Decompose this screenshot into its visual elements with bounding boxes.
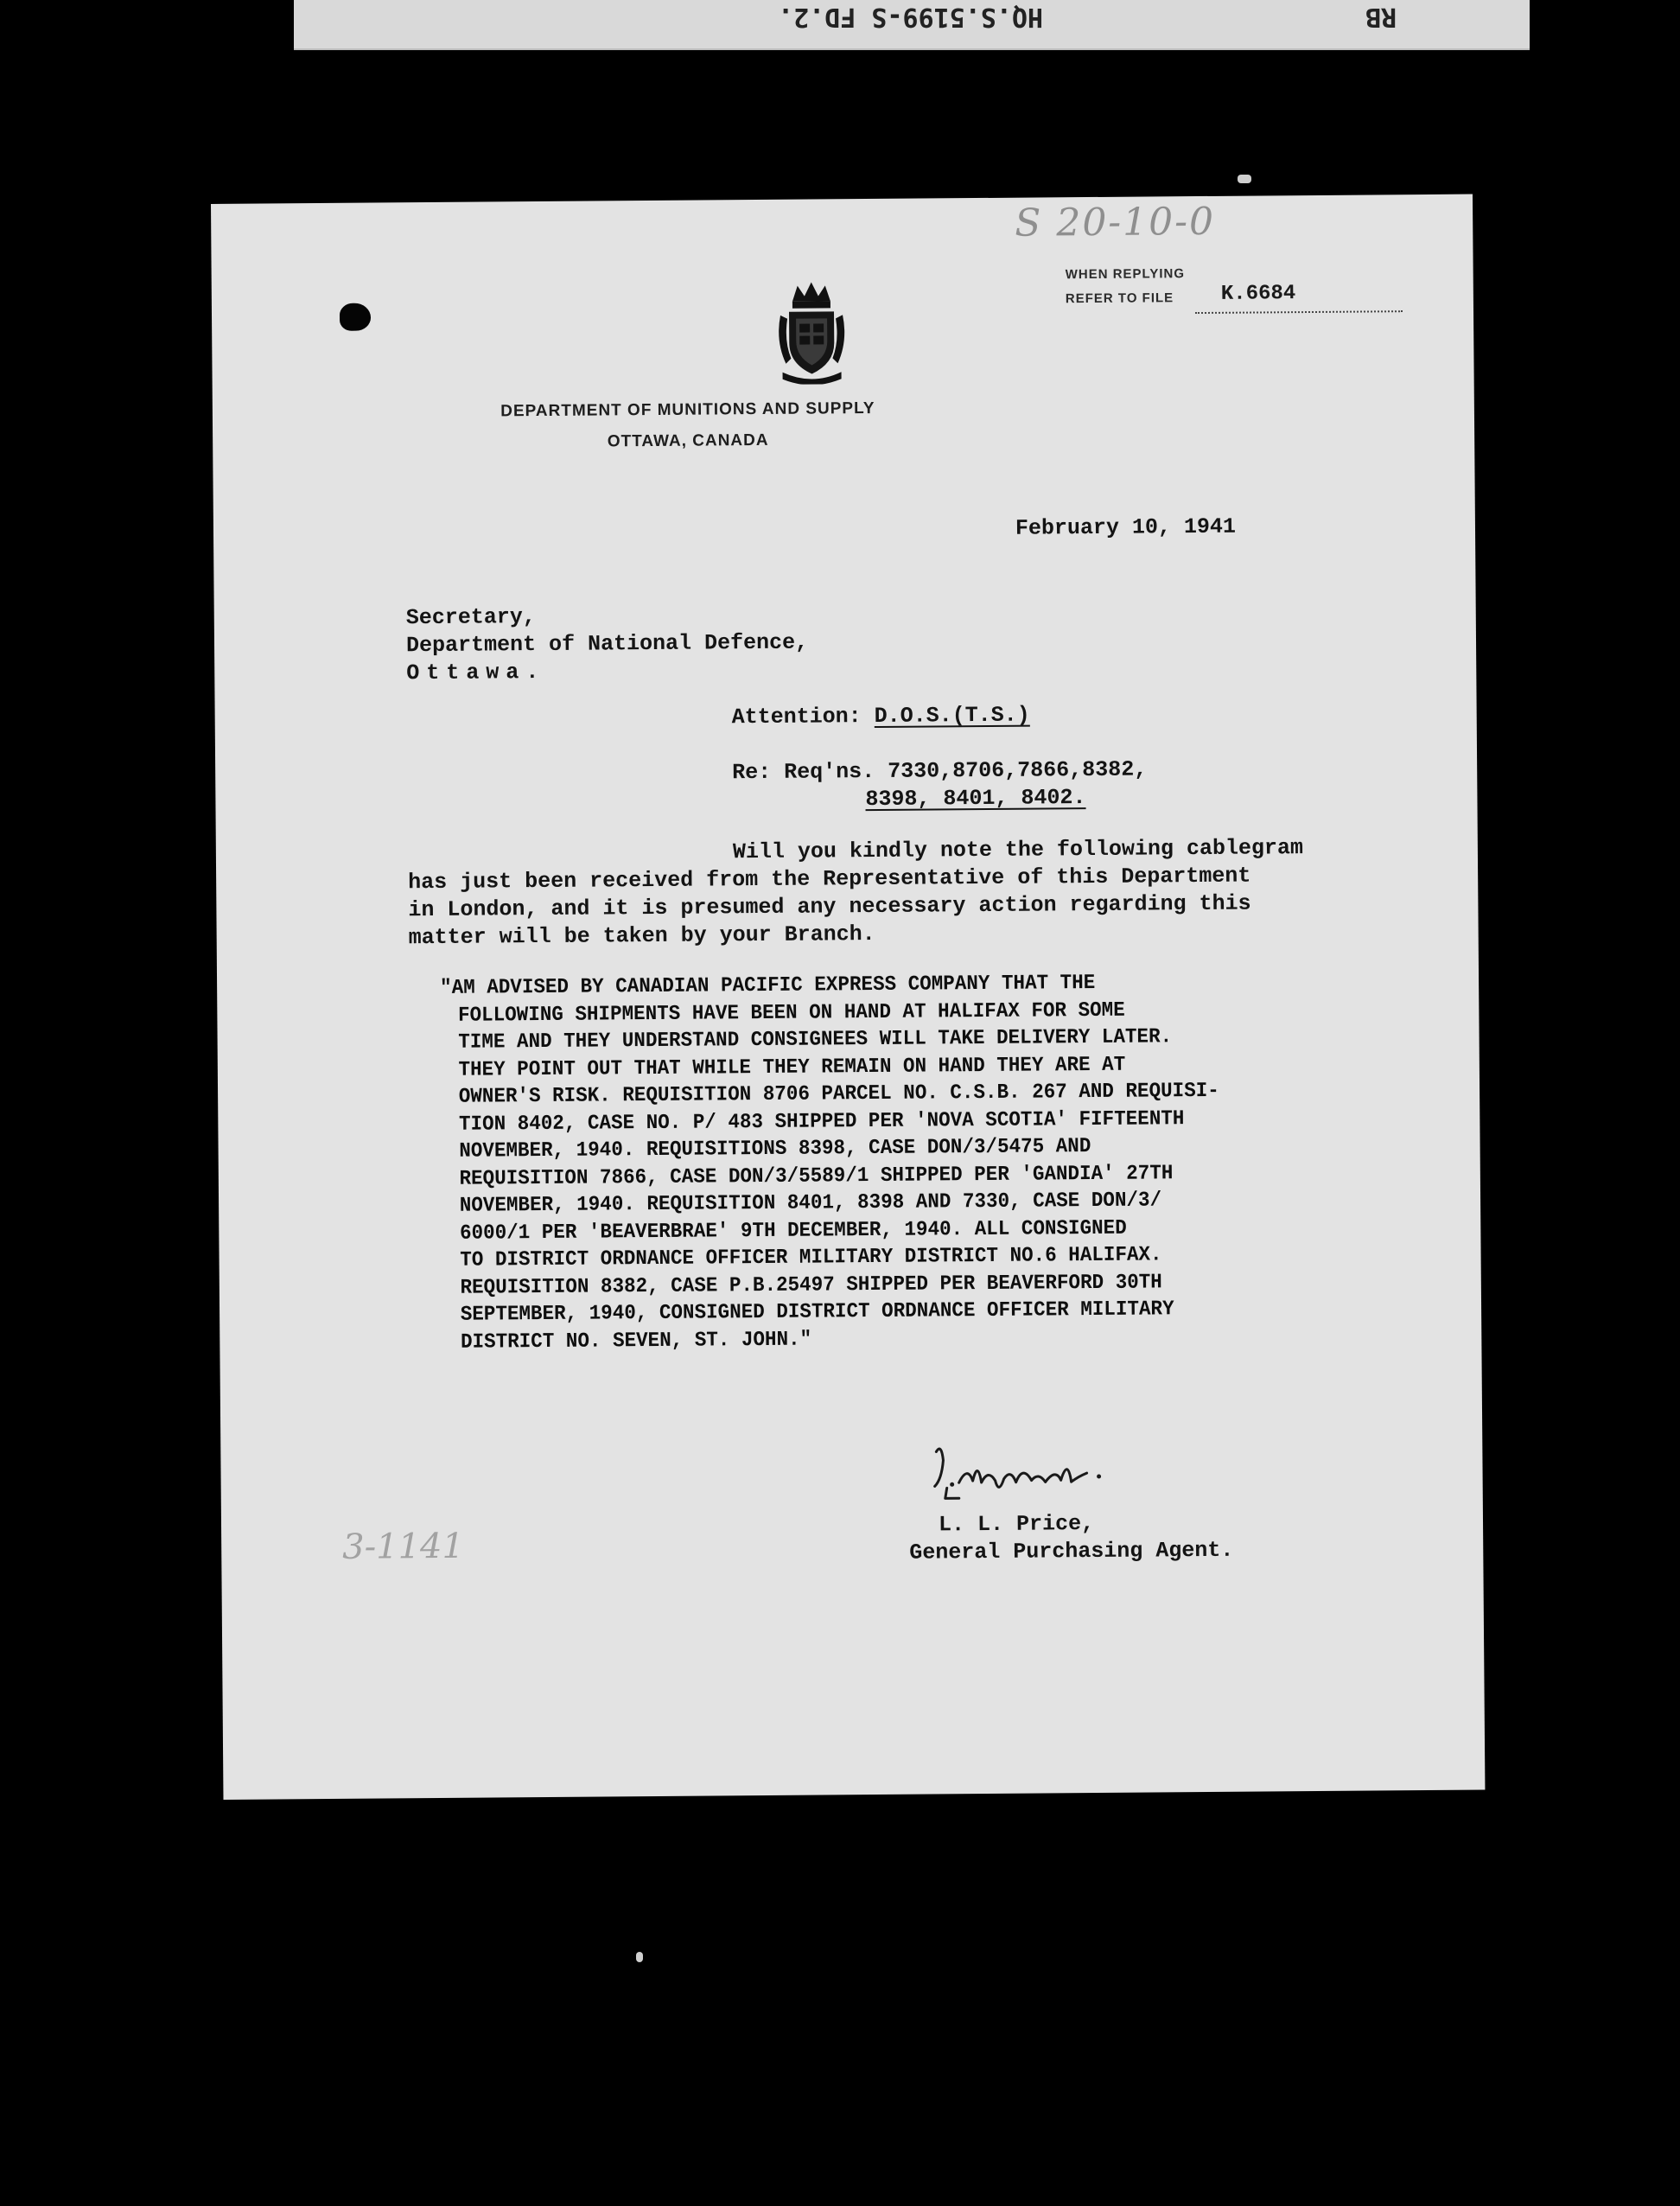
- cablegram-line: THEY POINT OUT THAT WHILE THEY REMAIN ON HAND THEY ARE AT: [458, 1053, 1126, 1082]
- cablegram-line: REQUISITION 8382, CASE P.B.25497 SHIPPED PER BEAVERFORD 30TH: [460, 1270, 1162, 1300]
- cablegram-line: NOVEMBER, 1940. REQUISITION 8401, 8398 AND 7330, CASE DON/3/: [459, 1189, 1162, 1218]
- body-line: Will you kindly note the following cablegram: [732, 835, 1304, 865]
- cablegram-line: FOLLOWING SHIPMENTS HAVE BEEN ON HAND AT HALIFAX FOR SOME: [457, 998, 1125, 1028]
- file-reference-number: K.6684: [1220, 282, 1296, 306]
- addressee-line-3: Ottawa.: [406, 659, 546, 686]
- handwritten-date-stamp: 3-1141: [342, 1526, 465, 1567]
- coat-of-arms-icon: [773, 280, 850, 385]
- cablegram-line: DISTRICT NO. SEVEN, ST. JOHN.": [460, 1328, 812, 1355]
- addressee-line-1: Secretary,: [405, 604, 536, 631]
- addressee-line-2: Department of National Defence,: [405, 629, 809, 659]
- cablegram-line: NOVEMBER, 1940. REQUISITIONS 8398, CASE DON/3/5475 AND: [459, 1135, 1091, 1164]
- previous-page-reference: HQ.S.5199-S FD.2.: [778, 2, 1044, 32]
- file-reference-label-1: WHEN REPLYING: [1065, 266, 1186, 283]
- handwritten-signature: [929, 1433, 1137, 1504]
- cablegram-quote: [440, 968, 1271, 1356]
- attention-line: [732, 703, 1030, 730]
- scan-speck: [636, 1952, 643, 1962]
- cablegram-line: TIME AND THEY UNDERSTAND CONSIGNEES WILL TAKE DELIVERY LATER.: [458, 1025, 1173, 1055]
- attention-value: D.O.S.(T.S.): [874, 702, 1030, 729]
- letterhead-department: DEPARTMENT OF MUNITIONS AND SUPPLY: [500, 398, 875, 421]
- handwritten-file-mark: S 20-10-0: [1015, 199, 1216, 245]
- cablegram-line: TION 8402, CASE NO. P/ 483 SHIPPED PER 'NOVA SCOTIA' FIFTEENTH: [458, 1106, 1185, 1137]
- cablegram-line: "AM ADVISED BY CANADIAN PACIFIC EXPRESS COMPANY THAT THE: [440, 971, 1096, 1000]
- signatory-name: L. L. Price,: [938, 1511, 1095, 1538]
- letter-date: February 10, 1941: [1015, 513, 1237, 541]
- cablegram-line: OWNER'S RISK. REQUISITION 8706 PARCEL NO. C.S.B. 267 AND REQUISI-: [458, 1079, 1219, 1109]
- file-reference-block: [1066, 260, 1411, 311]
- re-line-1: [732, 757, 1147, 786]
- file-reference-label-2: REFER TO FILE: [1065, 290, 1174, 307]
- cablegram-line: TO DISTRICT ORDNANCE OFFICER MILITARY DISTRICT NO.6 HALIFAX.: [460, 1243, 1162, 1272]
- letterhead-city: OTTAWA, CANADA: [607, 430, 769, 451]
- cablegram-line: REQUISITION 7866, CASE DON/3/5589/1 SHIPPED PER 'GANDIA' 27TH: [459, 1161, 1174, 1191]
- cablegram-line: 6000/1 PER 'BEAVERBRAE' 9TH DECEMBER, 1940. ALL CONSIGNED: [459, 1216, 1127, 1246]
- cablegram-line: SEPTEMBER, 1940, CONSIGNED DISTRICT ORDNANCE OFFICER MILITARY: [460, 1297, 1174, 1327]
- re-label: Re: Req'ns.: [732, 758, 875, 786]
- previous-page-code: RB: [1365, 2, 1397, 32]
- file-reference-dotted-line: [1195, 310, 1403, 314]
- re-requisitions-2: 8398, 8401, 8402.: [865, 785, 1086, 813]
- letter-page: [211, 194, 1485, 1800]
- body-line: has just been received from the Representative of this Department: [408, 863, 1251, 896]
- re-requisitions-1: 7330,8706,7866,8382,: [888, 756, 1148, 784]
- scan-speck: [1238, 175, 1251, 183]
- attention-label: Attention:: [731, 704, 862, 730]
- ink-blot: [340, 303, 371, 331]
- signatory-title: General Purchasing Agent.: [909, 1537, 1234, 1565]
- previous-page-strip: [294, 0, 1530, 50]
- body-line: matter will be taken by your Branch.: [408, 921, 875, 951]
- body-line: in London, and it is presumed any necessary action regarding this: [408, 890, 1251, 923]
